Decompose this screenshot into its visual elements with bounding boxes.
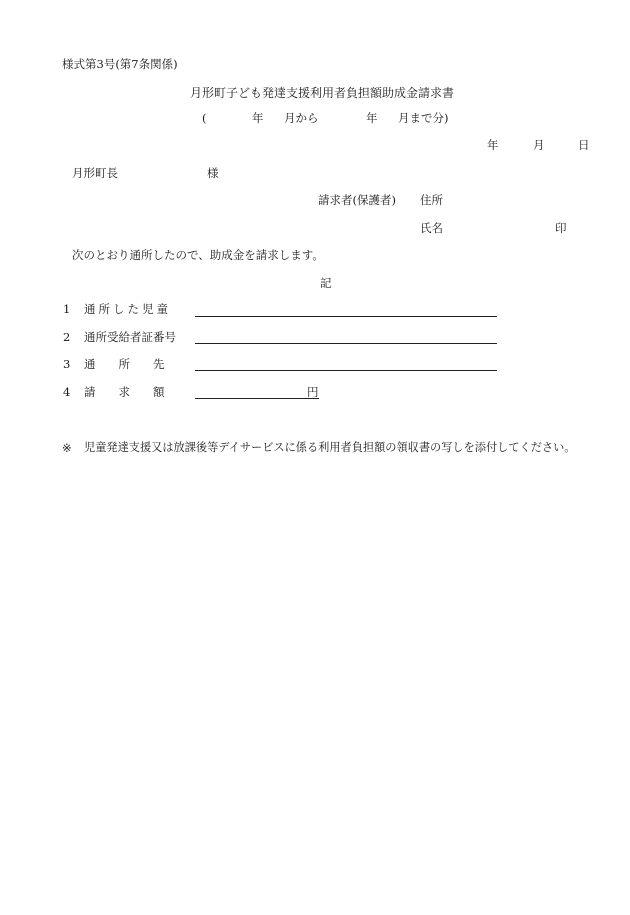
amount-field[interactable] [195,398,319,399]
item-label: 通 所 先 [84,357,165,371]
seal-mark: 印 [555,221,567,235]
date-day: 日 [578,138,590,152]
amount-unit: 円 [307,385,319,399]
item-label: 請 求 額 [84,385,165,399]
item-number: 1 [63,302,71,316]
period-year-from: 年 [252,111,264,125]
requester-address-label: 住所 [420,193,443,207]
item-label: 通所受給者証番号 [84,330,176,344]
addressee-honorific: 様 [207,166,219,180]
certificate-number-field[interactable] [195,343,497,344]
addressee-name: 月形町長 [72,166,118,180]
item-number: 4 [63,385,71,399]
facility-field[interactable] [195,370,497,371]
period-month-from: 月から [284,111,319,125]
intro-text: 次のとおり通所したので、助成金を請求します。 [72,248,324,262]
requester-label: 請求者(保護者) [318,193,396,207]
requester-name-label: 氏名 [420,221,443,235]
note-mark: ※ [62,441,72,455]
date-year: 年 [487,138,499,152]
item-number: 3 [63,357,71,371]
item-number: 2 [63,330,71,344]
child-name-field[interactable] [195,316,497,317]
period-month-to: 月まで分) [398,111,449,125]
item-label: 通所した児童 [84,302,171,316]
document-title: 月形町子ども発達支援利用者負担額助成金請求書 [190,86,455,100]
period-year-to: 年 [366,111,378,125]
form-number: 様式第3号(第7条関係) [62,57,178,71]
ki-heading: 記 [320,276,332,290]
period-open-paren: ( [202,111,207,125]
note-text: 児童発達支援又は放課後等デイサービスに係る利用者負担額の領収書の写しを添付してください。 [84,441,576,454]
date-month: 月 [533,138,545,152]
